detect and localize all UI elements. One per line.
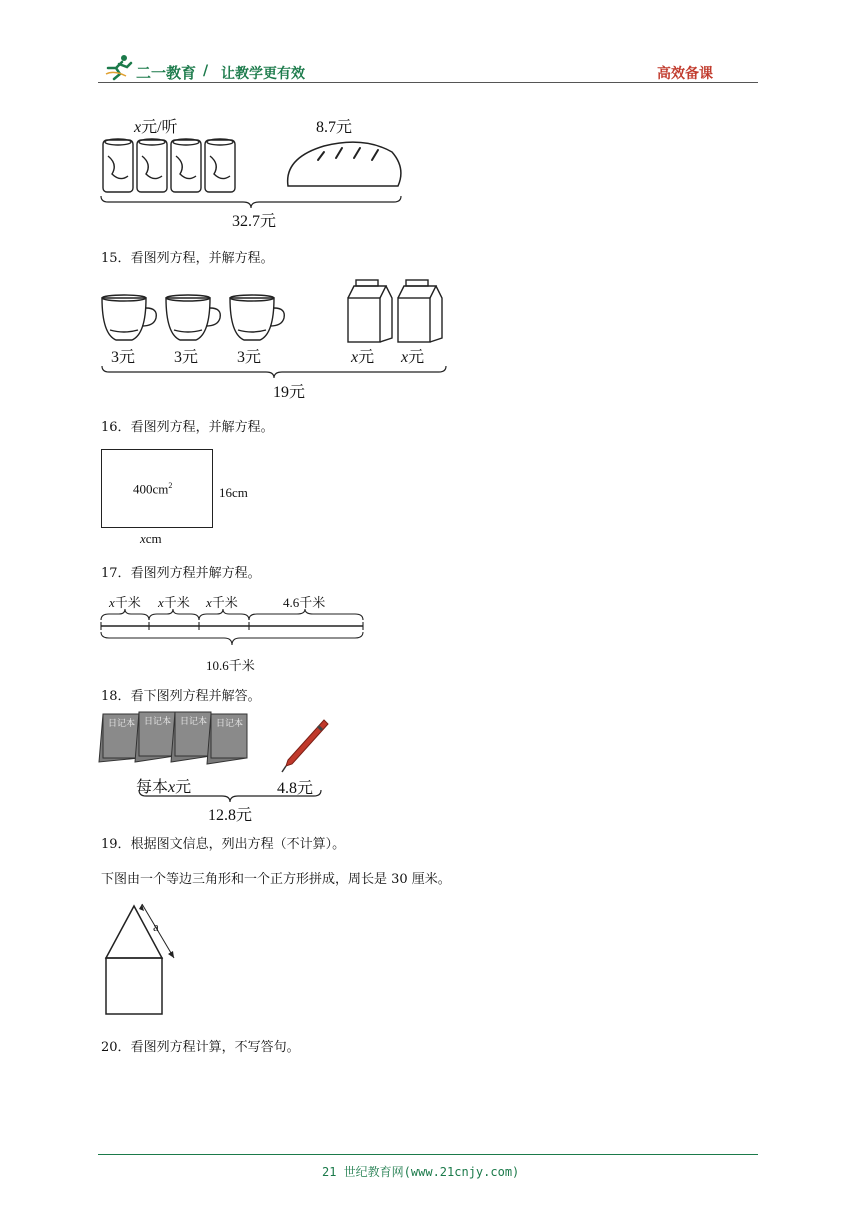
milk-carton-icon [398, 280, 442, 342]
can-icon [103, 139, 133, 192]
total-price-label: 19元 [273, 384, 306, 401]
milk-cartons-illustration [346, 278, 446, 344]
can-icon [171, 139, 201, 192]
notebook-title: 日记本 [108, 719, 136, 729]
cup-price-label: 3元 [237, 349, 262, 366]
milk-carton-icon [348, 280, 392, 342]
question-19-description: 下图由一个等边三角形和一个正方形拼成，周长是 30 厘米。 [101, 872, 451, 887]
header-slogan: 让教学更有效 [221, 66, 305, 82]
cup-price-label: 3元 [111, 349, 136, 366]
bread-icon [284, 138, 404, 190]
segment-label: 4.6千米 [283, 595, 326, 610]
question-18: 18．看下图列方程并解答。 [101, 689, 261, 704]
segment-label: x千米 [206, 595, 238, 610]
footer-text: 21 世纪教育网(www.21cnjy.com) [322, 1165, 520, 1179]
width-label: xcm [140, 531, 162, 546]
cup-price-label: 3元 [174, 349, 199, 366]
question-text: 根据图文信息，列出方程（不计算）。 [130, 837, 346, 852]
question-number: 17 [101, 566, 118, 581]
notebook-title: 日记本 [216, 719, 244, 729]
total-price-label: 12.8元 [208, 807, 253, 824]
bread-price-label: 8.7元 [316, 119, 353, 136]
notebook-title: 日记本 [144, 717, 172, 727]
question-text: 看下图列方程并解答。 [130, 689, 261, 704]
triangle-square-diagram [100, 896, 190, 1016]
milk-price-label: x元 [401, 349, 425, 366]
question-number: 20 [101, 1040, 118, 1055]
header-rule [98, 82, 758, 83]
question-19: 19．根据图文信息，列出方程（不计算）。 [101, 837, 346, 852]
question-number: 16 [101, 420, 118, 435]
segment-label: x千米 [109, 595, 141, 610]
question-text: 看图列方程并解方程。 [130, 566, 261, 581]
total-brace [100, 196, 402, 208]
notebook-price-label: 每本x元 [136, 779, 192, 796]
total-brace [101, 366, 447, 378]
question-number: 19 [101, 837, 118, 852]
header-right-label: 高效备课 [657, 66, 713, 82]
notebook-title: 日记本 [180, 717, 208, 727]
total-price-label: 32.7元 [232, 213, 277, 230]
pen-price-label: 4.8元 [277, 780, 314, 797]
running-person-icon [104, 54, 134, 80]
question-17: 17．看图列方程并解方程。 [101, 566, 261, 581]
header-separator: / [203, 63, 209, 79]
side-length-label: a [153, 919, 159, 934]
height-label: 16cm [219, 485, 248, 500]
milk-price-label: x元 [351, 349, 375, 366]
area-label: $400cm^2$ [133, 481, 173, 497]
total-distance-label: 10.6千米 [206, 658, 255, 673]
question-16: 16．看图列方程，并解方程。 [101, 420, 274, 435]
question-number: 18 [101, 689, 118, 704]
cup-icon [230, 295, 284, 340]
question-text: 看图列方程计算，不写答句。 [130, 1040, 300, 1055]
question-text: 看图列方程，并解方程。 [130, 251, 274, 266]
question-text: 看图列方程，并解方程。 [130, 420, 274, 435]
question-number: 15 [101, 251, 118, 266]
can-price-label: x元/听 [134, 119, 178, 136]
segment-label: x千米 [158, 595, 190, 610]
cans-illustration [100, 136, 240, 196]
cup-icon [102, 295, 156, 340]
segment-diagram [99, 608, 365, 646]
pen-icon [280, 718, 330, 774]
can-icon [205, 139, 235, 192]
question-20: 20．看图列方程计算，不写答句。 [101, 1040, 300, 1055]
question-15: 15．看图列方程，并解方程。 [101, 251, 274, 266]
header-brand: 二一教育 [136, 64, 197, 82]
cups-illustration [100, 294, 300, 344]
total-brace [138, 790, 322, 802]
footer-rule [98, 1154, 758, 1155]
can-icon [137, 139, 167, 192]
cup-icon [166, 295, 220, 340]
